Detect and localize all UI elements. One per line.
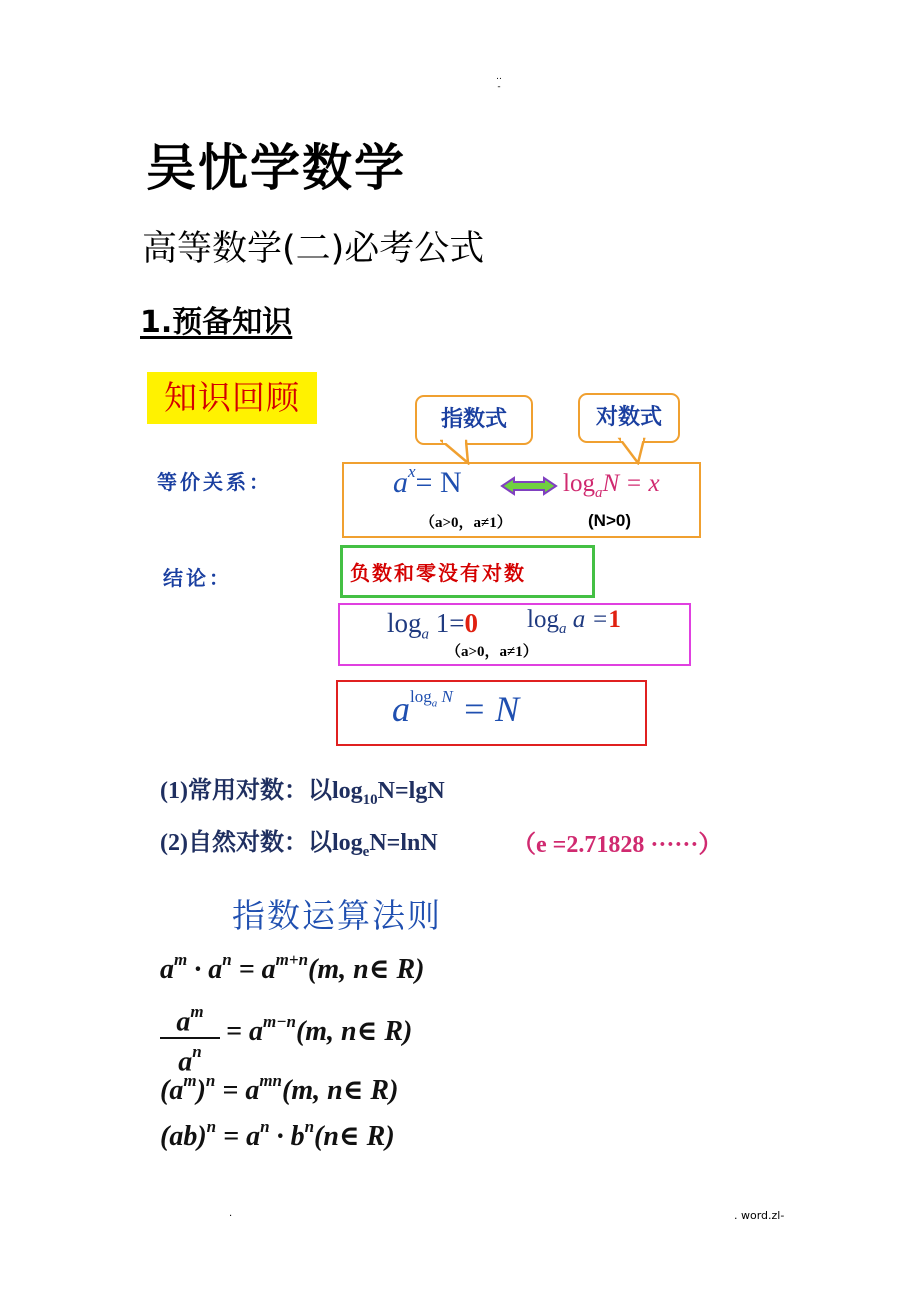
footer-left: . xyxy=(229,1208,233,1219)
exponent-rule-power: $(a^m)^n = a^{mn}(m$, n∈ R) xyxy=(160,1070,399,1106)
callout-exponential xyxy=(415,395,533,445)
document-title: 吴忧学数学 xyxy=(146,139,406,197)
exponent-rule-quotient: = $a^{m-n}(m$, n∈ R) xyxy=(226,1011,413,1047)
callout-logarithmic xyxy=(578,393,680,443)
conclusion-label: 结论： xyxy=(163,566,232,590)
conclusion-text: 负数和零没有对数 xyxy=(350,561,526,585)
e-value: （e =2.71828 ······） xyxy=(512,832,723,858)
equivalence-condition-a: （a>0，a≠1） xyxy=(420,515,512,531)
footer-right: . word.zl- xyxy=(734,1209,785,1222)
equivalence-lhs: $a^x= N$ xyxy=(393,462,462,499)
log-facts-condition: （a>0，a≠1） xyxy=(446,644,538,660)
equivalence-rhs: $\log_aN = x$ xyxy=(563,470,660,501)
natural-log-line: (2)自然对数：以$\log_eN=\ln N$ xyxy=(160,830,438,860)
document-subtitle: 高等数学(二)必考公式 xyxy=(142,229,485,269)
header-marker: .. - xyxy=(496,72,502,92)
equivalence-condition-n: (N>0) xyxy=(588,511,631,530)
log-identity: $a^{log_a N} = N$ xyxy=(392,687,520,729)
common-log-line: (1)常用对数：以$\log_{10}N=\lg N$ xyxy=(160,778,445,808)
section-heading: 1.预备知识 xyxy=(140,305,293,340)
callout-logarithmic-label: 对数式 xyxy=(595,405,662,430)
exponent-rule-quotient-fraction: $a^m$ $a^n$ xyxy=(160,1000,220,1079)
equivalence-label: 等价关系： xyxy=(157,470,272,494)
exponent-rules-title: 指数运算法则 xyxy=(232,896,442,935)
callout-exponential-label: 指数式 xyxy=(440,407,507,432)
log-of-base: $\log_a a =1$ xyxy=(527,606,621,637)
double-arrow-icon xyxy=(500,476,558,496)
exponent-rule-product-power: $(ab)^n = a^n$ · $b^n(n\in$ R) xyxy=(160,1116,395,1152)
log-of-one: $\log_a 1=0$ xyxy=(387,608,478,643)
callout-logarithmic-tail xyxy=(612,437,652,465)
recall-badge: 知识回顾 xyxy=(147,372,317,424)
exponent-rule-product: $a^m \cdot a^n = a^{m+n}(m$, n∈ R) xyxy=(160,949,425,985)
